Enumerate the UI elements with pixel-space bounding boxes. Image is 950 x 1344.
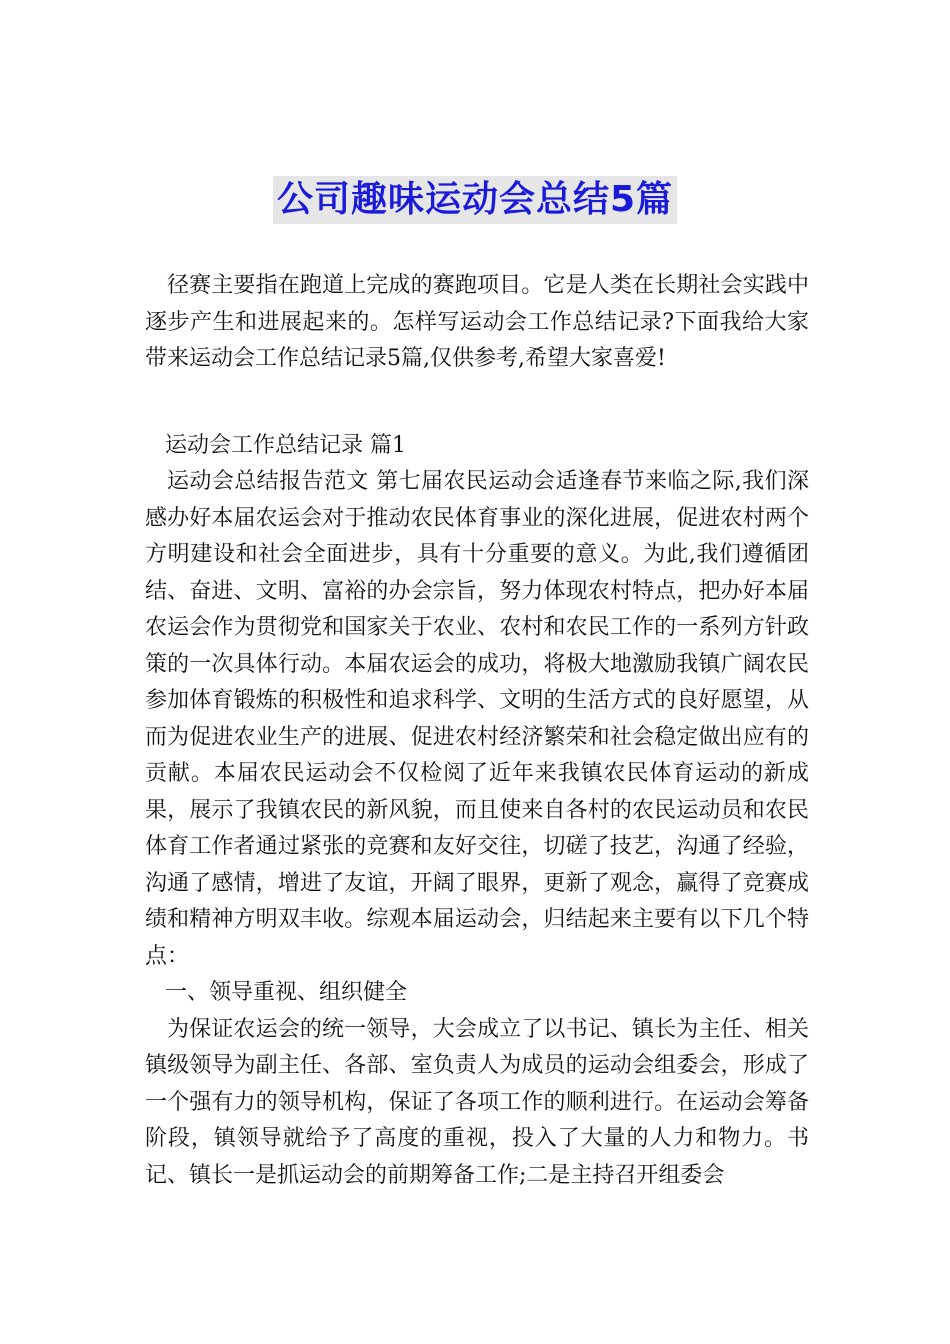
title-container — [0, 176, 950, 224]
document-title: 公司趣味运动会总结5篇 — [273, 176, 677, 224]
section-paragraph: 运动会总结报告范文 第七届农民运动会适逢春节来临之际,我们深感办好本届农运会对于推动农民体育事业的深化进展，促进农村两个方明建设和社会全面进步，具有十分重要的意义。为此,我们遵循团结、奋进、文明、富裕的办会宗旨，努力体现农村特点，把办好本届农运会作为贯彻党和国家关于农业、农村和农民工作的一系列方针政策的一次具体行动。本届农运会的成功，将极大地激励我镇广阔农民参加体育锻炼的积极性和追求科学、文明的生活方式的良好愿望，从而为促进农业生产的进展、促进农村经济繁荣和社会稳定做出应有的贡献。本届农民运动会不仅检阅了近年来我镇农民体育运动的新成果，展示了我镇农民的新风貌，而且使来自各村的农民运动员和农民体育工作者通过紧张的竞赛和友好交往，切磋了技艺，沟通了经验，沟通了感情，增进了友谊，开阔了眼界，更新了观念，赢得了竞赛成绩和精神方明双丰收。综观本届运动会，归结起来主要有以下几个特点： — [145, 469, 809, 969]
document-body — [145, 268, 809, 1194]
section-title: 运动会工作总结记录 篇1 — [165, 432, 406, 458]
intro-paragraph: 径赛主要指在跑道上完成的赛跑项目。它是人类在长期社会实践中逐步产生和进展起来的。怎样写运动会工作总结记录?下面我给大家带来运动会工作总结记录5篇,仅供参考,希望大家喜爱! — [145, 273, 809, 371]
point-1-title: 一、领导重视、组织健全 — [165, 980, 408, 1005]
paragraph-gap — [145, 378, 809, 428]
point-1-paragraph: 为保证农运会的统一领导，大会成立了以书记、镇长为主任、相关镇级领导为副主任、各部、室负责人为成员的运动会组委会，形成了一个强有力的领导机构，保证了各项工作的顺利进行。在运动会筹备阶段，镇领导就给予了高度的重视，投入了大量的人力和物力。书记、镇长一是抓运动会的前期筹备工作;二是主持召开组委会 — [145, 1016, 809, 1188]
